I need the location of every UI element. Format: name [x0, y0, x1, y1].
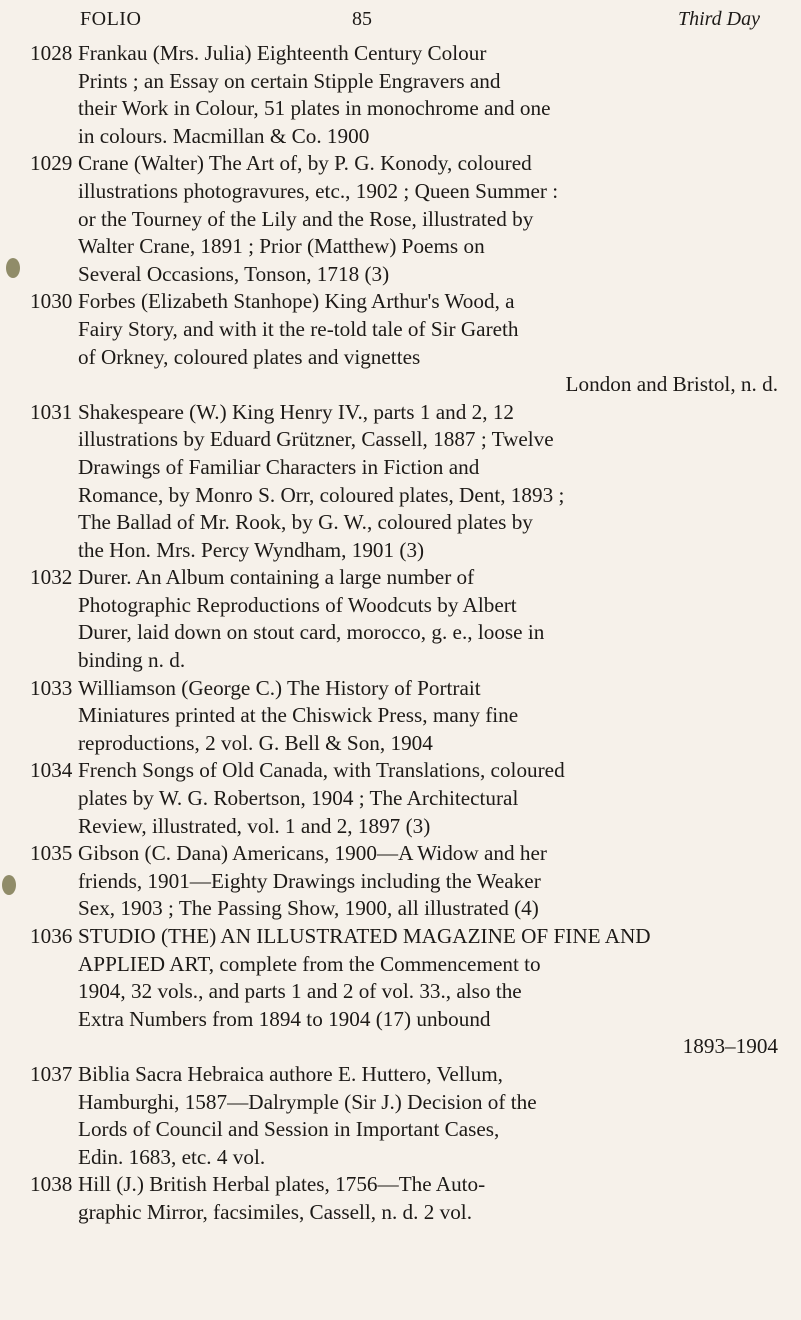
entry-line: Several Occasions, Tonson, 1718 (3) [78, 261, 390, 286]
entry-line: in colours. Macmillan & Co. 1900 [78, 123, 370, 148]
entry-line: the Hon. Mrs. Percy Wyndham, 1901 (3) [78, 537, 425, 562]
entry-line: illustrations photogravures, etc., 1902 ; Queen Summer : [78, 178, 559, 203]
lot-number: 1035 [30, 841, 73, 866]
entry-line: Sex, 1903 ; The Passing Show, 1900, all illustrated (4) [78, 896, 539, 921]
entry-line: or the Tourney of the Lily and the Rose, illustrated by [78, 206, 534, 231]
page-header [80, 8, 760, 40]
catalogue-entry [30, 399, 778, 565]
entry-line: binding n. d. [78, 648, 186, 673]
catalogue-entry [30, 564, 778, 674]
entry-line: Biblia Sacra Hebraica authore E. Huttero, Vellum, [78, 1061, 503, 1086]
catalogue-entry [30, 840, 778, 923]
lot-number: 1031 [30, 399, 73, 424]
lot-number: 1033 [30, 675, 73, 700]
page-number: 85 [352, 8, 372, 30]
entry-line: 1904, 32 vols., and parts 1 and 2 of vol. 33., also the [78, 979, 522, 1004]
lot-number: 1036 [30, 924, 73, 948]
catalogue-entry [30, 1061, 778, 1171]
lot-number: 1037 [30, 1061, 73, 1086]
entry-line: friends, 1901—Eighty Drawings including the Weaker [78, 868, 541, 893]
entry-line: of Orkney, coloured plates and vignettes [78, 344, 421, 369]
lot-number: 1034 [30, 758, 73, 783]
entry-line: Gibson (C. Dana) Americans, 1900—A Widow and her [78, 841, 547, 866]
entry-line: Williamson (George C.) The History of Portrait [78, 675, 481, 700]
entry-line: Lords of Council and Session in Important Cases, [78, 1117, 500, 1142]
entry-line: Edin. 1683, etc. 4 vol. [78, 1144, 266, 1169]
entry-line: illustrations by Eduard Grützner, Cassell, 1887 ; Twelve [78, 427, 554, 452]
entry-line: French Songs of Old Canada, with Translations, coloured [78, 758, 565, 783]
catalogue-entry [30, 1171, 778, 1226]
catalogue-entry [30, 757, 778, 840]
catalogue-entry [30, 40, 778, 150]
catalogue-entry [30, 150, 778, 288]
entry-line: Review, illustrated, vol. 1 and 2, 1897 (3) [78, 813, 431, 838]
lot-number: 1029 [30, 151, 73, 176]
entry-line: Hamburghi, 1587—Dalrymple (Sir J.) Decision of the [78, 1089, 537, 1114]
entry-line: The Ballad of Mr. Rook, by G. W., coloured plates by [78, 510, 533, 535]
entry-line: Miniatures printed at the Chiswick Press, many fine [78, 703, 519, 728]
entry-line: Crane (Walter) The Art of, by P. G. Konody, coloured [78, 151, 532, 176]
entry-line: Drawings of Familiar Characters in Fiction and [78, 454, 480, 479]
catalogue-entry [30, 675, 778, 758]
day-label: Third Day [677, 8, 760, 30]
entry-line: Durer, laid down on stout card, morocco, g. e., loose in [78, 620, 545, 645]
entry-line: Hill (J.) British Herbal plates, 1756—The Auto- [78, 1172, 486, 1197]
entry-line: Extra Numbers from 1894 to 1904 (17) unbound [78, 1006, 491, 1031]
entry-line: London and Bristol, n. d. [565, 372, 778, 397]
entry-line: 1893–1904 [682, 1034, 778, 1059]
entry-line: reproductions, 2 vol. G. Bell & Son, 1904 [78, 730, 433, 755]
catalogue-entries [30, 40, 778, 1227]
entry-line: Fairy Story, and with it the re-told tale of Sir Gareth [78, 316, 519, 341]
entry-line: Durer. An Album containing a large number of [78, 565, 475, 590]
binding-hole-icon [6, 258, 20, 278]
entry-line: Walter Crane, 1891 ; Prior (Matthew) Poems on [78, 234, 485, 259]
lot-number: 1028 [30, 41, 73, 65]
entry-line: Forbes (Elizabeth Stanhope) King Arthur's Wood, a [78, 289, 515, 314]
entry-line: Romance, by Monro S. Orr, coloured plates, Dent, 1893 ; [78, 482, 565, 507]
lot-number: 1032 [30, 565, 73, 590]
entry-line: Prints ; an Essay on certain Stipple Engravers and [78, 68, 501, 93]
catalogue-entry [30, 923, 778, 1061]
entry-line: Photographic Reproductions of Woodcuts by Albert [78, 592, 517, 617]
lot-number: 1030 [30, 289, 73, 314]
entry-line: STUDIO (THE) AN ILLUSTRATED MAGAZINE OF FINE AND [78, 924, 651, 948]
lot-number: 1038 [30, 1172, 73, 1197]
binding-hole-icon [2, 875, 16, 895]
entry-line: APPLIED ART, complete from the Commencement to [78, 951, 541, 976]
folio-label: FOLIO [80, 8, 142, 30]
catalogue-entry [30, 288, 778, 398]
entry-line: plates by W. G. Robertson, 1904 ; The Architectural [78, 786, 519, 811]
entry-line: their Work in Colour, 51 plates in monochrome and one [78, 96, 551, 121]
entry-line: Shakespeare (W.) King Henry IV., parts 1 and 2, 12 [78, 399, 515, 424]
entry-line: graphic Mirror, facsimiles, Cassell, n. d. 2 vol. [78, 1199, 472, 1224]
entry-line: Frankau (Mrs. Julia) Eighteenth Century Colour [78, 41, 487, 65]
